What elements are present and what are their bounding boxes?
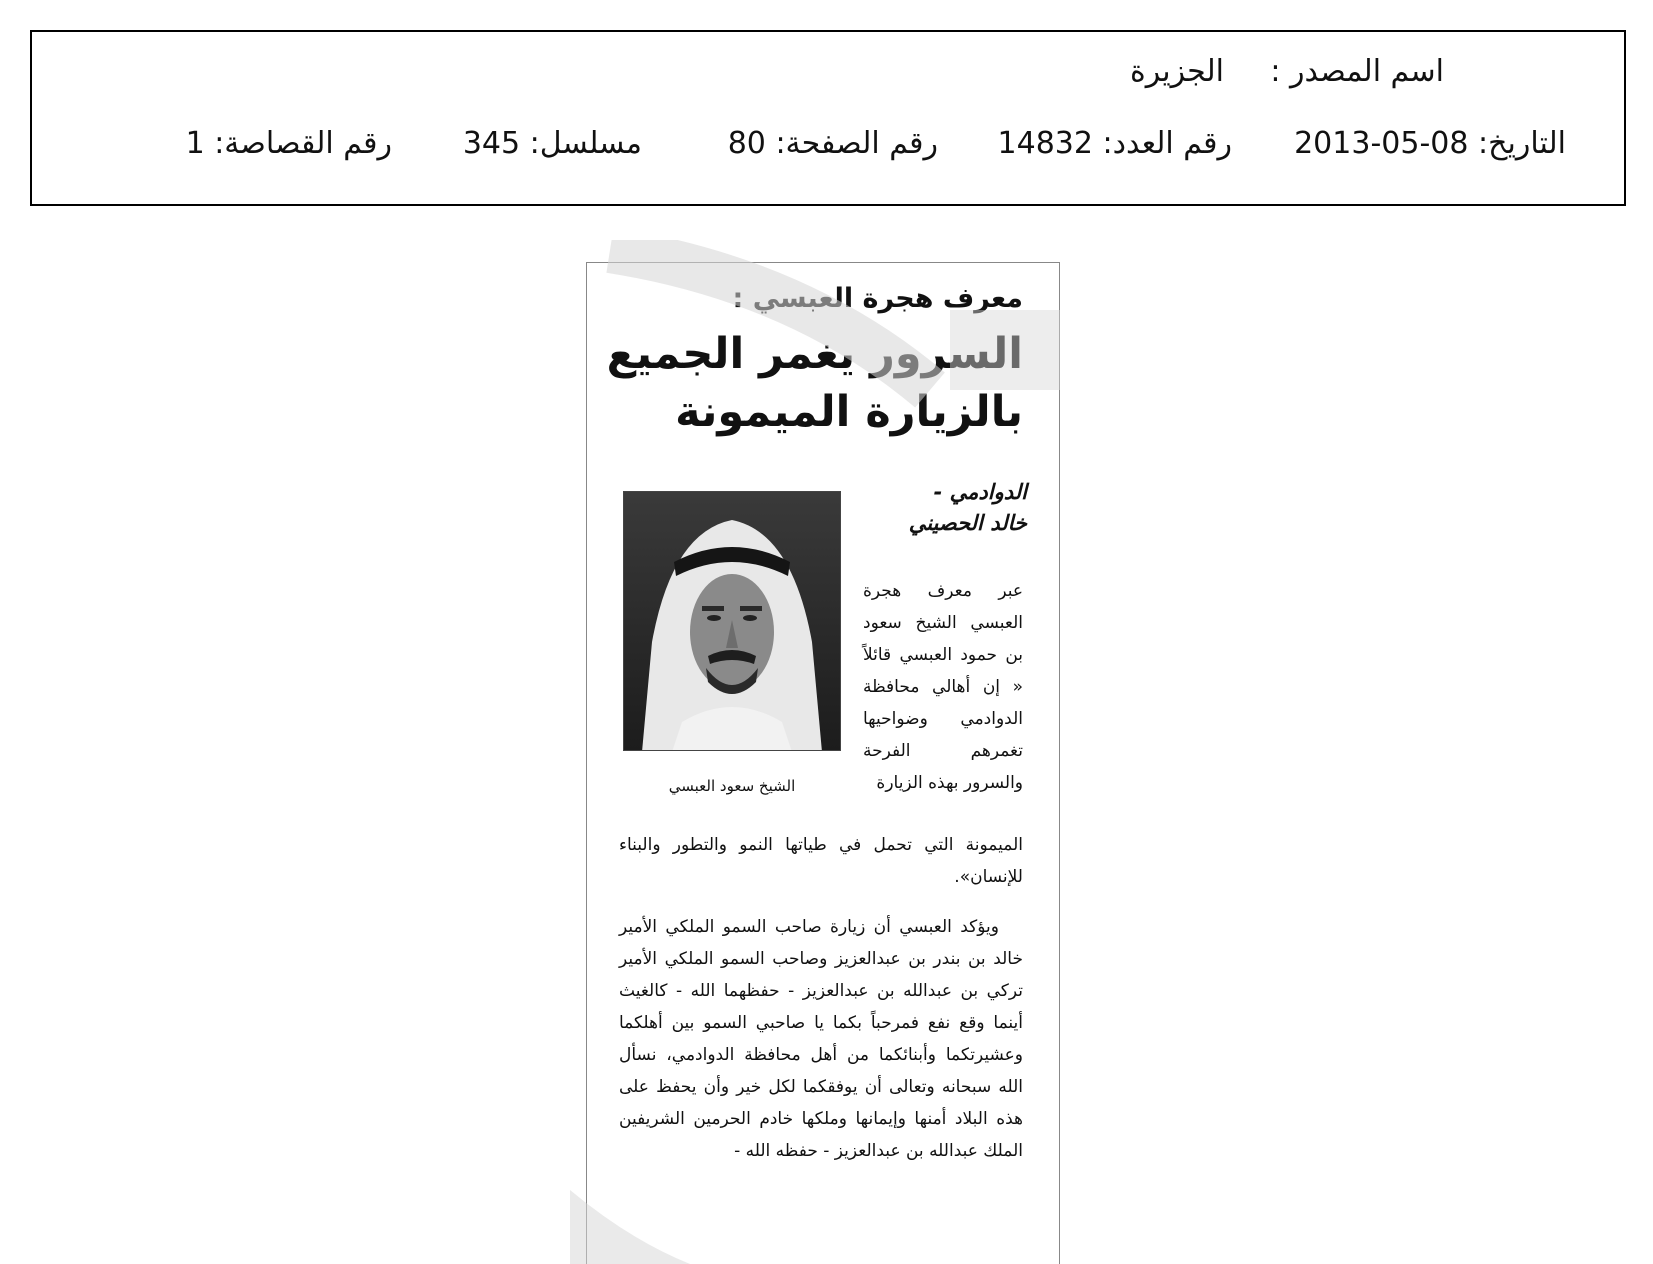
article-body <box>619 829 1023 1185</box>
source-metadata-box <box>30 30 1626 206</box>
photo-caption: الشيخ سعود العبسي <box>668 777 796 795</box>
portrait-illustration <box>623 492 840 751</box>
date-field: التاريخ: 08-05-2013 <box>1294 126 1566 161</box>
article-paragraph-continuation: الميمونة التي تحمل في طياتها النمو والتطور والبناء للإنسان». <box>619 835 1023 887</box>
article-headline: السرور يغمر الجميع بالزيارة الميمونة <box>606 329 1023 437</box>
article-kicker: معرف هجرة العبسي : <box>732 283 1023 314</box>
portrait-photo <box>623 491 841 751</box>
newspaper-clipping <box>586 262 1060 1264</box>
issue-number-field: رقم العدد: 14832 <box>997 126 1232 161</box>
page-number-field: رقم الصفحة: 80 <box>727 126 938 161</box>
article-paragraph-column: عبر معرف هجرة العبسي الشيخ سعود بن حمود العبسي قائلاً « إن أهالي محافظة الدوادمي وضواحيها تغمرهم الفرحة والسرور بهذه الزيارة <box>863 581 1023 793</box>
serial-number-field: مسلسل: 345 <box>462 126 642 161</box>
source-label: اسم المصدر : <box>1270 54 1444 89</box>
source-value: الجزيرة <box>1129 54 1224 89</box>
article-byline: الدوادمي - خالد الحصيني <box>908 480 1027 535</box>
clip-number-field: رقم القصاصة: 1 <box>185 126 392 161</box>
article-paragraph: ويؤكد العبسي أن زيارة صاحب السمو الملكي الأمير خالد بن بندر بن عبدالعزيز وصاحب السمو الملكي الأمير تركي بن عبدالله بن عبدالعزيز - حفظهما الله - كالغيث أينما وقع نفع فمرحباً بكما يا صاحبي السمو بين أهلكما وعشيرتكما وأبنائكما من أهل محافظة الدوادمي، نسأل الله سبحانه وتعالى أن يوفقكما لكل خير وأن يحفظ على هذه البلاد أمنها وإيمانها وملكها خادم الحرمين الشريفين الملك عبدالله بن عبدالعزيز - حفظه الله - <box>619 917 1023 1161</box>
